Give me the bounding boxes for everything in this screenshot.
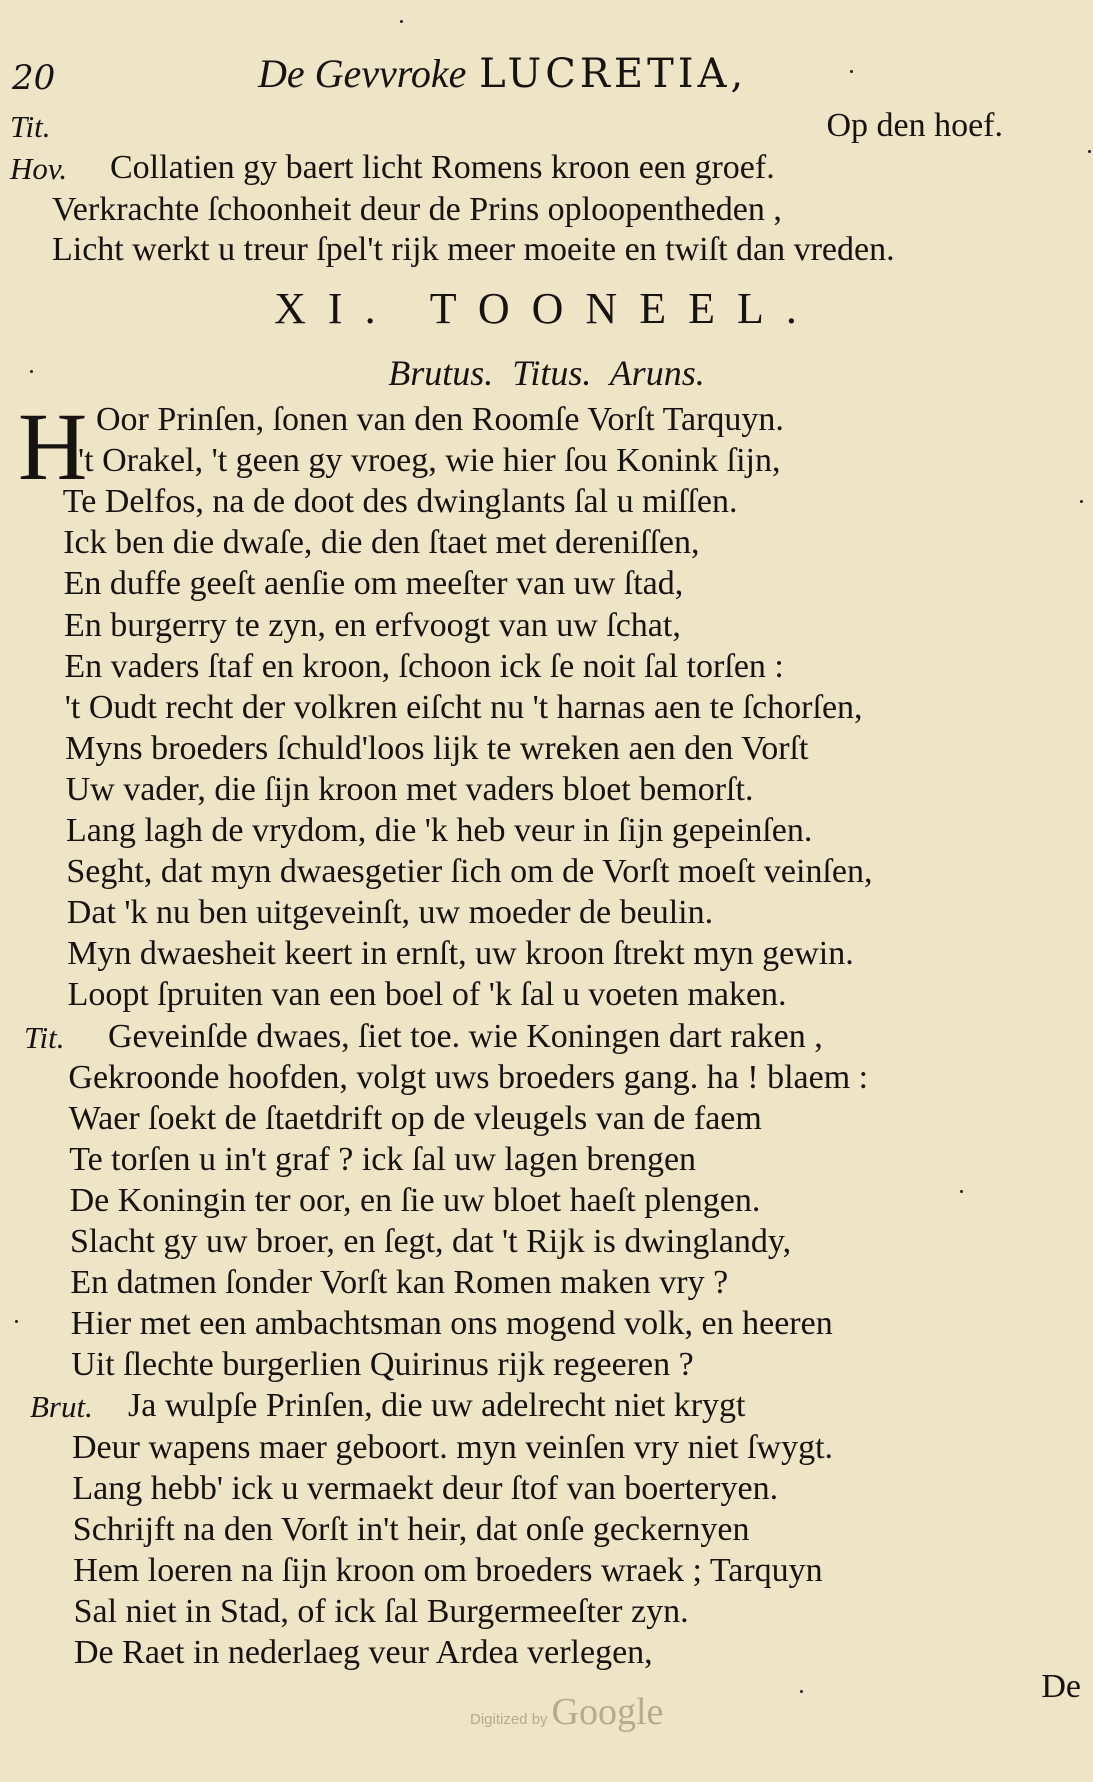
verse-line: Waer ſoekt de ſtaetdrift op de vleugels van de faem bbox=[68, 1100, 762, 1137]
verse-line: Slacht gy uw broer, en ſegt, dat 't Rijk is dwinglandy, bbox=[70, 1223, 792, 1260]
verse-line: Myns broeders ſchuld'loos lijk te wreken aen den Vorſt bbox=[65, 730, 809, 767]
verse-line: Seght, dat myn dwaesgetier ſich om de Vorſt moeſt veinſen, bbox=[66, 853, 873, 890]
verse-line: Myn dwaesheit keert in ernſt, uw kroon ſtrekt myn gewin. bbox=[67, 935, 854, 972]
verse-line: Oor Prinſen, ſonen van den Roomſe Vorſt Tarquyn. bbox=[96, 401, 784, 438]
verse-line: Te torſen u in't graf ? ick ſal uw lagen brengen bbox=[69, 1141, 697, 1178]
print-speck bbox=[1088, 150, 1091, 153]
verse-line: En duffe geeſt aenſie om meeſter van uw ſtad, bbox=[63, 565, 684, 602]
running-title-italic: De Gevvroke bbox=[258, 51, 467, 96]
drop-cap-initial: H bbox=[18, 393, 88, 500]
verse-line: Ja wulpſe Prinſen, die uw adelrecht niet krygt bbox=[128, 1387, 746, 1424]
verse-line: Lang hebb' ick u vermaekt deur ſtof van boerteryen. bbox=[72, 1470, 779, 1507]
scene-heading: XI. TOONEEL. bbox=[274, 284, 819, 333]
verse-line: Loopt ſpruiten van een boel of 'k ſal u voeten maken. bbox=[67, 976, 787, 1013]
running-title-caps: LUCRETIA, bbox=[479, 51, 748, 97]
verse-line: De Koningin ter oor, en ſie uw bloet haeſt plengen. bbox=[69, 1182, 761, 1219]
verse-line: Deur wapens maer geboort. myn veinſen vry niet ſwygt. bbox=[72, 1429, 834, 1466]
print-speck bbox=[400, 20, 403, 23]
watermark-small-text: Digitized by bbox=[470, 1711, 548, 1728]
print-speck bbox=[30, 370, 33, 373]
verse-line: De Raet in nederlaeg veur Ardea verlegen, bbox=[74, 1634, 653, 1671]
verse-line: Sal niet in Stad, of ick ſal Burgermeeſter zyn. bbox=[73, 1593, 689, 1630]
verse-line: Licht werkt u treur ſpel't rijk meer moeite en twiſt dan vreden. bbox=[52, 231, 895, 268]
verse-line: Hem loeren na ſijn kroon om broeders wraek ; Tarquyn bbox=[73, 1552, 823, 1589]
print-speck bbox=[15, 1320, 18, 1323]
verse-line: Collatien gy baert licht Romens kroon een groef. bbox=[110, 149, 775, 186]
verse-line: 't Orakel, 't geen gy vroeg, wie hier ſou Konink ſijn, bbox=[78, 442, 781, 479]
verse-line: Hier met een ambachtsman ons mogend volk, en heeren bbox=[70, 1305, 833, 1342]
watermark-logo-text: Google bbox=[551, 1691, 664, 1733]
page-header bbox=[0, 44, 1093, 100]
page-number: 20 bbox=[12, 58, 56, 98]
verse-line: En datmen ſonder Vorſt kan Romen maken vry ? bbox=[70, 1264, 729, 1301]
print-speck bbox=[800, 1690, 803, 1693]
verse-line: Schrijft na den Vorſt in't heir, dat onſe geckernyen bbox=[72, 1511, 750, 1548]
verse-line: Gekroonde hoofden, volgt uws broeders gang. ha ! blaem : bbox=[68, 1059, 869, 1096]
digitization-watermark bbox=[470, 1690, 663, 1734]
verse-line: 't Oudt recht der volkren eiſcht nu 't harnas aen te ſchorſen, bbox=[64, 689, 863, 726]
speaker-label: Brut. bbox=[30, 1389, 93, 1424]
speaker-label: Hov. bbox=[10, 151, 68, 186]
verse-line: Ick ben die dwaſe, die den ſtaet met dereniſſen, bbox=[63, 524, 700, 561]
running-title bbox=[258, 50, 747, 97]
verse-line: En vaders ſtaf en kroon, ſchoon ick ſe noit ſal torſen : bbox=[64, 648, 784, 685]
print-speck bbox=[960, 1190, 963, 1193]
verse-line: En burgerry te zyn, en erfvoogt van uw ſchat, bbox=[64, 607, 681, 644]
verse-line: Geveinſde dwaes, ſiet toe. wie Koningen dart raken , bbox=[108, 1018, 823, 1055]
scene-characters: Brutus. Titus. Aruns. bbox=[388, 353, 705, 393]
verse-line: Verkrachte ſchoonheit deur de Prins oploopentheden , bbox=[52, 191, 782, 228]
verse-line: Te Delfos, na de doot des dwinglants ſal u miſſen. bbox=[62, 483, 738, 520]
verse-line: Uw vader, die ſijn kroon met vaders bloet bemorſt. bbox=[65, 771, 754, 808]
speaker-label: Tit. bbox=[10, 109, 51, 144]
print-speck bbox=[850, 70, 853, 73]
verse-line: Lang lagh de vrydom, die 'k heb veur in ſijn gepeinſen. bbox=[66, 812, 813, 849]
speaker-label: Tit. bbox=[24, 1020, 65, 1055]
verse-line: Uit ſlechte burgerlien Quirinus rijk regeeren ? bbox=[71, 1346, 694, 1383]
verse-line: Op den hoef. bbox=[826, 107, 1003, 144]
catchword: De bbox=[1041, 1668, 1081, 1705]
verse-line: Dat 'k nu ben uitgeveinſt, uw moeder de beulin. bbox=[66, 894, 714, 931]
print-speck bbox=[1080, 500, 1083, 503]
